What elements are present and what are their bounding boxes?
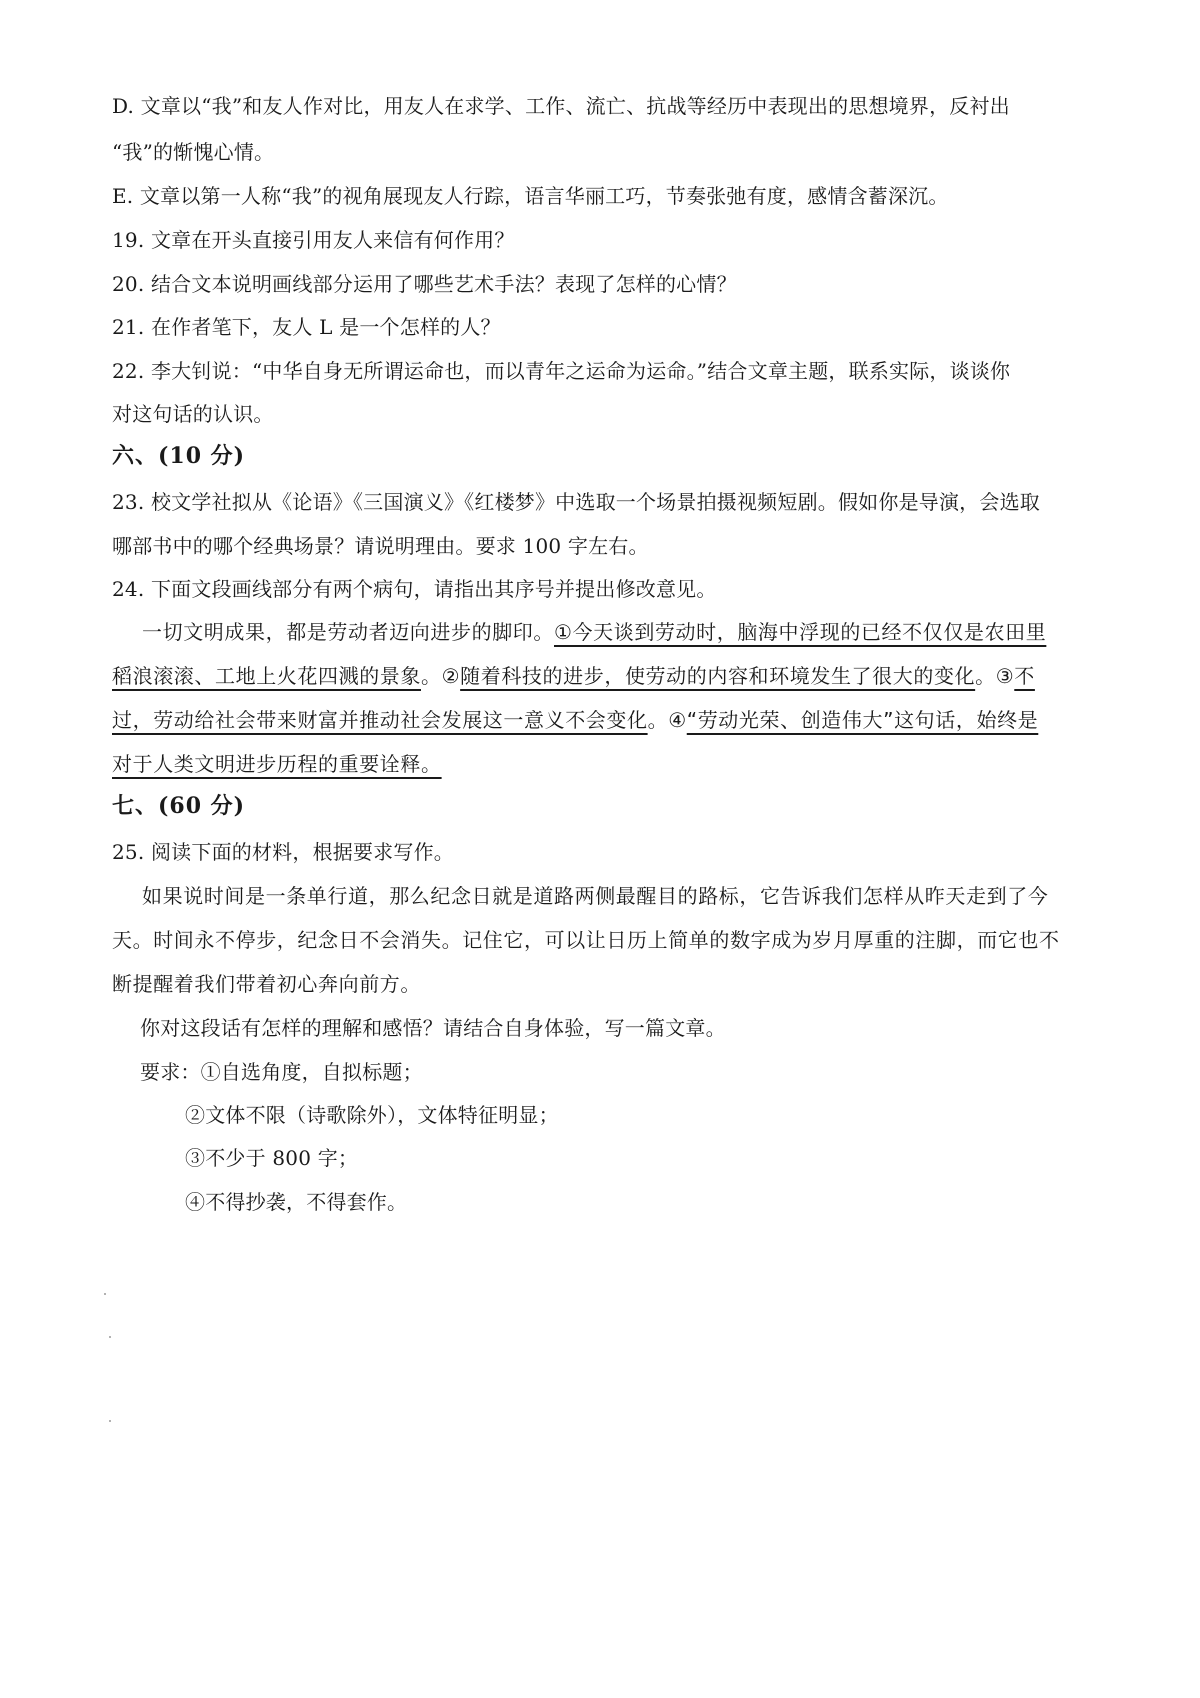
material-25-line-2: 天。时间永不停步，纪念日不会消失。记住它，可以让日历上简单的数字成为岁月厚重的注脚，而它也不 <box>112 928 1060 952</box>
section-six-heading: 六、(10 分) <box>112 443 246 469</box>
underlined-sentence-1: ①今天谈到劳动时，脑海中浮现的已经不仅仅是农田里 <box>554 620 1047 644</box>
option-e: E. 文章以第一人称“我”的视角展现友人行踪，语言华丽工巧，节奏张弛有度，感情含蓄深沉。 <box>112 184 949 208</box>
passage-24-line-2 <box>112 662 1035 690</box>
scan-speck <box>104 1293 106 1295</box>
question-25: 25. 阅读下面的材料，根据要求写作。 <box>112 840 454 864</box>
writing-prompt: 你对这段话有怎样的理解和感悟？请结合自身体验，写一篇文章。 <box>140 1016 726 1040</box>
underlined-sentence-3-cont: 过，劳动给社会带来财富并推动社会发展这一意义不会变化 <box>112 708 648 732</box>
passage-24-text: 。③ <box>975 664 1015 688</box>
underlined-sentence-2: 随着科技的进步，使劳动的内容和环境发生了很大的变化 <box>460 664 976 688</box>
passage-24-line-1 <box>142 618 1046 646</box>
scan-speck <box>109 1420 111 1422</box>
question-20: 20. 结合文本说明画线部分运用了哪些艺术手法？表现了怎样的心情？ <box>112 272 737 296</box>
question-23-line-1: 23. 校文学社拟从《论语》《三国演义》《红楼梦》中选取一个场景拍摄视频短剧。假如你是导演，会选取 <box>112 490 1040 514</box>
requirement-2: ②文体不限（诗歌除外），文体特征明显； <box>185 1103 559 1127</box>
requirement-3: ③不少于 800 字； <box>185 1146 359 1170</box>
passage-24-text: 。② <box>421 664 461 688</box>
section-seven-heading: 七、(60 分) <box>112 793 246 819</box>
question-23-line-2: 哪部书中的哪个经典场景？请说明理由。要求 100 字左右。 <box>112 534 649 558</box>
passage-24-line-3 <box>112 706 1038 734</box>
question-22-line-1: 22. 李大钊说：“中华自身无所谓运命也，而以青年之运命为运命。”结合文章主题，联系实际，谈谈你 <box>112 359 1011 383</box>
option-d-line-2: “我”的惭愧心情。 <box>112 140 275 164</box>
passage-24-text: 。④ <box>647 708 687 732</box>
question-21: 21. 在作者笔下，友人 L 是一个怎样的人？ <box>112 315 501 339</box>
material-25-line-1: 如果说时间是一条单行道，那么纪念日就是道路两侧最醒目的路标，它告诉我们怎样从昨天走到了今 <box>142 884 1049 908</box>
passage-24-line-4 <box>112 750 442 778</box>
material-25-line-3: 断提醒着我们带着初心奔向前方。 <box>112 972 421 996</box>
question-19: 19. 文章在开头直接引用友人来信有何作用？ <box>112 228 515 252</box>
underlined-sentence-1-cont: 稻浪滚滚、工地上火花四溅的景象 <box>112 664 421 688</box>
passage-24-text: 一切文明成果，都是劳动者迈向进步的脚印。 <box>142 620 554 644</box>
underlined-sentence-4: “劳动光荣、创造伟大”这句话，始终是 <box>686 708 1039 732</box>
underlined-sentence-3: 不 <box>1014 664 1035 688</box>
underlined-sentence-4-cont: 对于人类文明进步历程的重要诠释。 <box>112 752 442 776</box>
question-24: 24. 下面文段画线部分有两个病句，请指出其序号并提出修改意见。 <box>112 577 717 601</box>
requirement-4: ④不得抄袭，不得套作。 <box>185 1190 408 1214</box>
scan-speck <box>109 1336 111 1338</box>
question-22-line-2: 对这句话的认识。 <box>112 402 274 426</box>
option-d-line-1: D. 文章以“我”和友人作对比，用友人在求学、工作、流亡、抗战等经历中表现出的思想境界，反衬出 <box>112 94 1010 118</box>
requirement-1: 要求：①自选角度，自拟标题； <box>140 1060 423 1084</box>
